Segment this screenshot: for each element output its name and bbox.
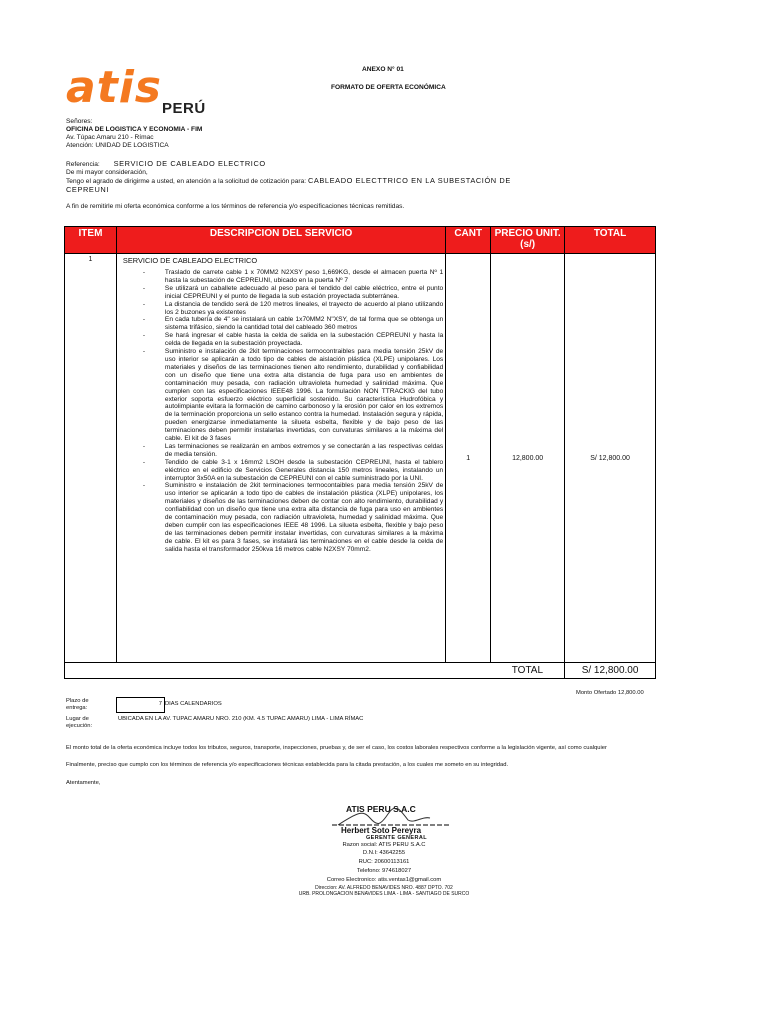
description-bullet: - En cada tubería de 4" se instalará un cable 1x70MM2 N"XSY, de tal forma que se obtenga un sistema trifásico, siendo la cantidad total del cableado 360 metros [123,316,443,332]
total-value: S/ 12,800.00 [565,663,656,679]
amount-offered: Monto Ofertado 12,800.00 [576,690,644,696]
row-total: S/ 12,800.00 [565,254,656,663]
tributes-text: El monto total de la oferta económica incluye todos los tributos, seguros, transporte, inspecciones, pruebas y, de ser el caso, los costos laborales respectivos conforme a la legislación vigente, así como cualquier [66,745,607,751]
salutation: Señores: [66,118,93,125]
total-row [65,663,656,679]
razon-social: Razon social: ATIS PERU S.A.C [342,842,426,848]
recipient-block [66,118,202,150]
logo-word: atis [66,62,162,113]
email: Correo Electronico: atis.ventas1@gmail.com [326,877,442,883]
regards-text: Atentamente, [66,780,101,786]
remit-text: A fin de remitirle mi oferta económica conforme a los términos de referencia y/o especificaciones técnicas remitidas. [66,203,405,210]
term-box [116,697,165,713]
intro-block [66,160,666,211]
reference-value: SERVICIO DE CABLEADO ELECTRICO [113,159,266,168]
header-item: ITEM [65,227,117,254]
table-row [65,254,656,663]
place-value: UBICADA EN LA AV. TUPAC AMARU NRO. 210 (KM. 4.5 TUPAC AMARU) LIMA - LIMA RÍMAC [118,716,364,722]
attention: Atención: UNIDAD DE LOGISTICA [66,142,169,149]
term-number: 7 [158,701,162,707]
address-line-1: Direccion: AV. ALFREDO BENAVIDES NRO. 4887 DPTO. 702 [315,885,453,891]
format-title: FORMATO DE OFERTA ECONÓMICA [331,84,446,91]
service-table [64,226,656,679]
header-description: DESCRIPCION DEL SERVICIO [116,227,445,254]
term-text: DIAS CALENDARIOS [165,701,222,707]
header-price: PRECIO UNIT. (s/) [491,227,565,254]
signer-name: Herbert Soto Pereyra [341,826,422,835]
request-subject: CABLEADO ELECTTRICO EN LA SUBESTACIÓN DE [307,176,511,185]
place-label: Lugar de ejecución: [66,716,93,729]
request-prefix: Tengo el agrado de dirigirme a usted, en atención a la solicitud de cotización para: [66,178,307,185]
description-bullet: - La distancia de tendido será de 120 metros lineales, el trayecto de acuerdo al plano utilizando los 2 buzones ya existentes [123,301,443,317]
description-bullet: - Traslado de carrete cable 1 x 70MM2 N2XSY peso 1,669KG, desde el almacen puerta Nº 1 hasta la subestación de CEPREUNI, ubicado en la puerta Nº 7 [123,269,443,285]
greeting: De mi mayor consideración, [66,169,148,176]
dni: D.N.I: 43642255 [362,850,406,856]
row-price: 12,800.00 [491,254,565,663]
description-bullet: - Las terminaciones se realizarán en ambos extremos y se conectarán a las respectivas celdas de media tensión. [123,443,443,459]
description-bullet: - Se hará ingresar el cable hasta la celda de salida en la subestación CEPREUNI y hasta la celda de llegada en la subestación proyectada. [123,332,443,348]
address: Av. Túpac Amaru 210 - Rímac [66,134,154,141]
table-header-row [65,227,656,254]
request-subject-2: CEPREUNI [66,185,109,194]
row-item: 1 [65,254,117,663]
phone: Telefono: 974618027 [356,868,412,874]
signer-role: GERENTE GENERAL [366,835,428,841]
row-description [116,254,445,663]
row-title: SERVICIO DE CABLEADO ELECTRICO [122,256,258,265]
header-qty: CANT [446,227,491,254]
office: OFICINA DE LOGISTICA Y ECONOMIA - FIM [66,126,203,133]
description-bullets [119,269,443,554]
description-bullet: - Suministro e instalación de 2kit terminaciones termocontraibles para media tensión 25kV de uso interior se aplicarán a todo tipo de cables de aislación plástica (XLPE) unipolares. Los materiales y diseños de las terminaciones tienen alto rendimiento, durabilidad y confiabilidad con un diseño que tiene una extra alta distancia de fuga para uso en ambientes de contaminación muy pesada, con radiación ultravioleta humedad y salinidad máxima. Que cumplen con las especificaciones IEEE48 1996. La formulación NON TTRACKIG del tubo exterior soporta esfuerzo eléctrico superficial sostenido. Su característica Hudrofóbica y autolimpiante evitara la formación de camino carbonoso y la erosión por calor en los extremos de la terminación proporciona un sello estanco contra la humedad. Instalación segura y rápida, pueden energizarse inmediatamente la silueta esbelta, flexible y de bajo peso de las terminaciones deben permitir instalarlas invertidas, con curvaturas similares a la máxima del cable. El kit de 3 fases [123,348,443,443]
company-stamp: ATIS PERU S.A.C [346,804,416,814]
reference-label: Referencia: [66,161,100,168]
total-label: TOTAL [491,663,565,679]
logo-country: PERÚ [162,100,206,117]
address-line-2: URB. PROLONGACION BENAVIDES LIMA - LIMA - SANTIAGO DE SURCO [298,891,470,897]
description-bullet: - Se utilizará un caballete adecuado al peso para el tendido del cable eléctrico, entre el punto inicial CEPREUNI y el punto de llegada la sub estación proyectada subterránea. [123,285,443,301]
description-bullet: - Suministro e instalación de 2kit terminaciones termocontaibles para media tensión 25kV de uso interior se aplicarán a todo tipo de cables de instalación plástica (XLPE) unipolares, los materiales y diseños de las terminaciones deben de contar con alto rendimiento, durabilidad y confiabilidad con un diseño que tiene una extra alta distancia de fuga para uso en ambientes de contaminación muy pesada, con radiación ultravioleta, humedad y salinidad máxima. Que deben cumplir con las especificaciones IEEE 48 1996. La silueta esbelta, flexible y bajo peso de las terminaciones deben permitir instalar invertidas, con curvaturas similares a la máxima de cable. El kit es para 3 fases, se instalará las terminaciones en el cable desde la celda de salida hasta el transformador 250kva 16 metros cable N2XSY 70mm2. [123,482,443,553]
final-text: Finalmente, preciso que cumplo con los términos de referencia y/o especificaciones técnicas establecida para la citada prestación, a los cuales me someto en su integridad. [66,762,509,768]
annex-title: ANEXO N° 01 [362,66,404,73]
term-label: Plazo de entrega: [66,698,89,711]
ruc: RUC: 20600113161 [358,859,410,865]
signature-details [0,842,768,897]
description-bullet: - Tendido de cable 3-1 x 16mm2 LSOH desde la subestación CEPREUNI, hasta el tablero eléctrico en el edificio de Servicios Generales distancia 150 metros lineales, instalando un interruptor 3x50A en la subestación de CEPREUNI con el cable suministrado por la UNI. [123,459,443,483]
handwritten-signature [318,808,458,828]
row-qty: 1 [446,254,491,663]
atis-logo [66,62,216,118]
header-total: TOTAL [565,227,656,254]
